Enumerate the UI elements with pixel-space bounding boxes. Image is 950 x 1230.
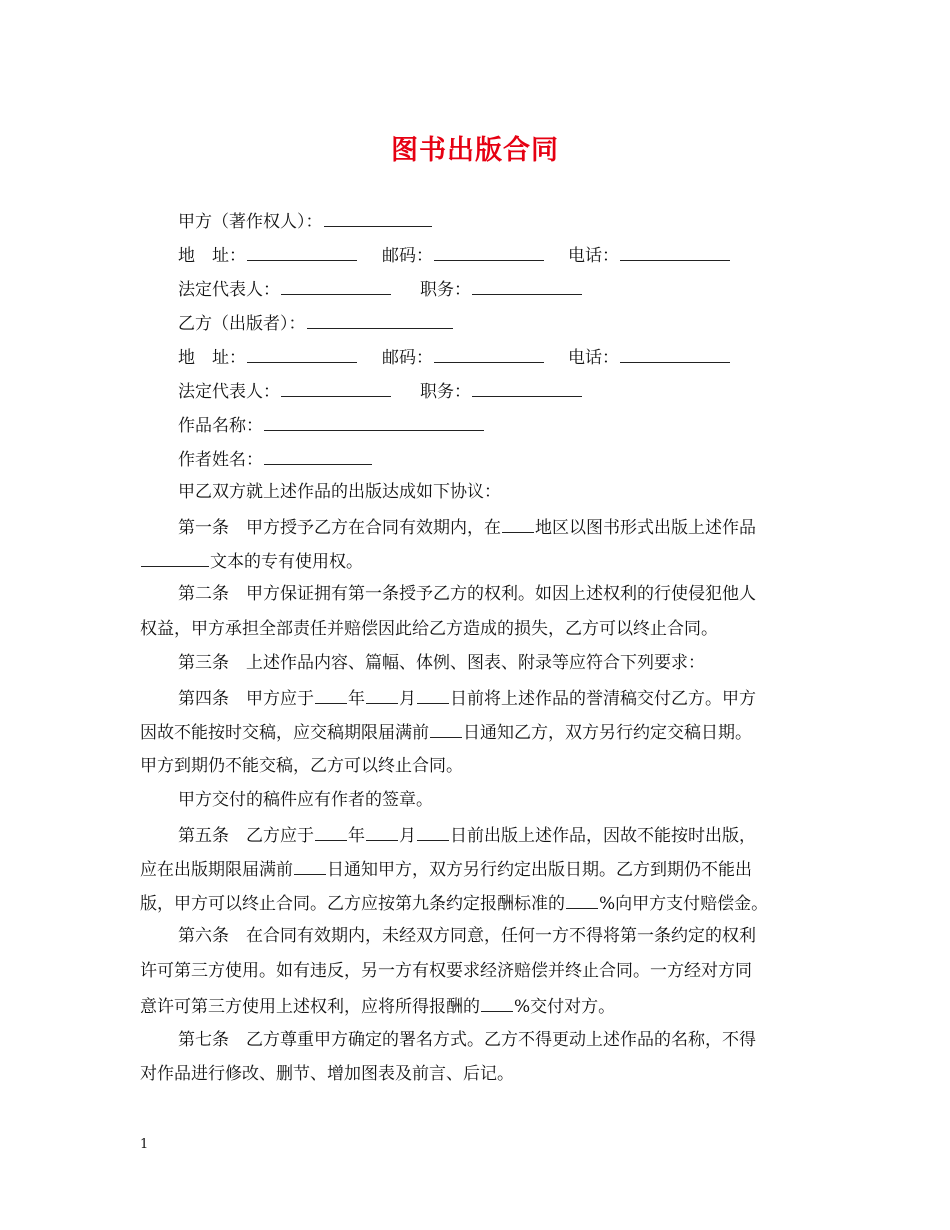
- party-a-rep-blank: [281, 276, 391, 295]
- party-b-zip-blank: [434, 344, 544, 363]
- party-b-line: [178, 310, 454, 336]
- party-b-phone-field: 电话：: [568, 344, 731, 370]
- publish-day-blank: [417, 822, 449, 841]
- text-version-blank: [141, 548, 209, 567]
- author-name-line: [178, 446, 373, 472]
- work-name-blank: [264, 412, 484, 431]
- article-4-line-2: 因故不能按时交稿，应交稿期限届满前 日通知乙方，双方另行约定交稿日期。: [140, 719, 752, 745]
- party-a-rep-field: 法定代表人：: [178, 276, 392, 302]
- party-a-line: [178, 208, 433, 234]
- region-blank: [502, 514, 534, 533]
- party-a-address-blank: [247, 242, 357, 261]
- party-a-address-field: 地 址：: [178, 242, 358, 268]
- article-4-line-4: 甲方交付的稿件应有作者的签章。: [178, 790, 433, 810]
- party-a-address-line: [178, 242, 818, 266]
- party-b-rep-field: 法定代表人：: [178, 378, 392, 404]
- party-b-rep-line: [178, 378, 818, 402]
- party-b-position-field: 职务：: [420, 378, 583, 404]
- delivery-day-blank: [417, 685, 449, 704]
- party-a-label: 甲方（著作权人）：: [178, 212, 323, 232]
- article-1-line-2: 文本的专有使用权。: [140, 548, 363, 574]
- article-6-line-2: 许可第三方使用。如有违反，另一方有权要求经济赔偿并终止合同。一方经对方同: [140, 961, 752, 981]
- publish-notice-blank: [294, 856, 326, 875]
- article-3-line: 第三条 上述作品内容、篇幅、体例、图表、附录等应符合下列要求：: [178, 653, 705, 673]
- party-a-position-field: 职务：: [420, 276, 583, 302]
- share-percent-blank: [481, 993, 513, 1012]
- party-b-position-blank: [472, 378, 582, 397]
- article-6-line-3: 意许可第三方使用上述权利，应将所得报酬的 %交付对方。: [140, 993, 615, 1019]
- article-2-line-1: 第二条 甲方保证拥有第一条授予乙方的权利。如因上述权利的行使侵犯他人: [178, 584, 756, 604]
- work-name-label: 作品名称：: [178, 416, 263, 436]
- author-name-label: 作者姓名：: [178, 450, 263, 470]
- party-b-phone-blank: [620, 344, 730, 363]
- party-b-label: 乙方（出版者）：: [178, 314, 306, 334]
- document-title: 图书出版合同: [391, 135, 559, 166]
- delivery-year-blank: [315, 685, 347, 704]
- party-b-address-field: 地 址：: [178, 344, 358, 370]
- article-1-line-1: 第一条 甲方授予乙方在合同有效期内，在 地区以图书形式出版上述作品: [178, 514, 756, 540]
- party-a-blank: [324, 208, 432, 227]
- article-5-line-2: 应在出版期限届满前 日通知甲方，双方另行约定出版日期。乙方到期仍不能出: [140, 856, 752, 882]
- intro-line: 甲乙双方就上述作品的出版达成如下协议：: [178, 482, 501, 502]
- article-2-line-2: 权益，甲方承担全部责任并赔偿因此给乙方造成的损失，乙方可以终止合同。: [140, 619, 718, 639]
- party-a-zip-blank: [434, 242, 544, 261]
- publish-month-blank: [366, 822, 398, 841]
- party-b-blank: [307, 310, 453, 329]
- party-a-phone-blank: [620, 242, 730, 261]
- article-7-line-2: 对作品进行修改、删节、增加图表及前言、后记。: [140, 1064, 514, 1084]
- party-a-position-blank: [472, 276, 582, 295]
- author-name-blank: [264, 446, 372, 465]
- work-name-line: [178, 412, 485, 438]
- article-5-line-1: 第五条 乙方应于 年 月 日前出版上述作品，因故不能按时出版，: [178, 822, 756, 848]
- notice-days-blank: [430, 719, 462, 738]
- page-number: 1: [140, 1137, 149, 1152]
- compensation-percent-blank: [566, 890, 598, 909]
- article-4-line-1: 第四条 甲方应于 年 月 日前将上述作品的誉清稿交付乙方。甲方: [178, 685, 756, 711]
- article-6-line-1: 第六条 在合同有效期内，未经双方同意，任何一方不得将第一条约定的权利: [178, 926, 756, 946]
- party-a-rep-line: [178, 276, 818, 300]
- party-b-rep-blank: [281, 378, 391, 397]
- party-b-address-blank: [247, 344, 357, 363]
- party-b-address-line: [178, 344, 818, 368]
- party-b-zip-field: 邮码：: [382, 344, 545, 370]
- article-7-line-1: 第七条 乙方尊重甲方确定的署名方式。乙方不得更动上述作品的名称，不得: [178, 1030, 756, 1050]
- party-a-zip-field: 邮码：: [382, 242, 545, 268]
- article-5-line-3: 版，甲方可以终止合同。乙方应按第九条约定报酬标准的 %向甲方支付赔偿金。: [140, 890, 768, 916]
- delivery-month-blank: [366, 685, 398, 704]
- publish-year-blank: [315, 822, 347, 841]
- party-a-phone-field: 电话：: [568, 242, 731, 268]
- article-4-line-3: 甲方到期仍不能交稿，乙方可以终止合同。: [140, 756, 463, 776]
